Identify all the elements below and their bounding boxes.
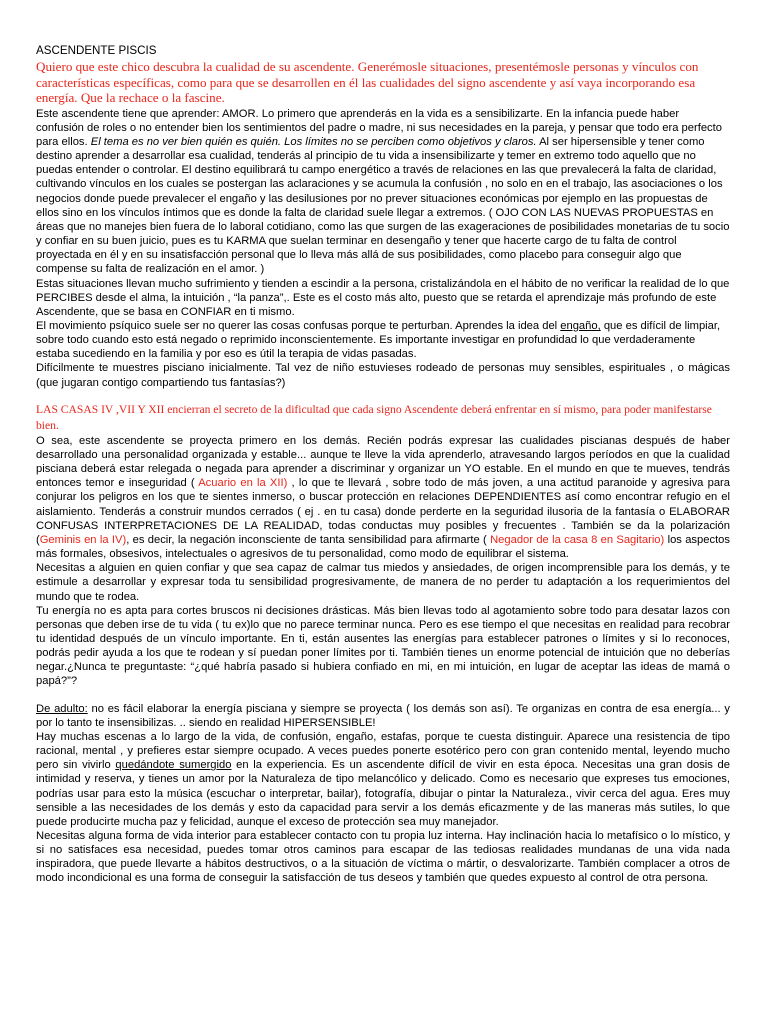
paragraph-movimiento-psiquico: [36, 319, 730, 361]
paragraph-escenas: [36, 730, 730, 829]
underlined-text: engaño,: [560, 320, 601, 332]
paragraph-necesitas-confiar: Necesitas a alguien en quien confiar y que sea capaz de calmar tus miedos y ansiedades, de origen incomprensible para los demás, y te estimule a desarrollar y expresar toda tu sensibilidad progresivamente, de manera de no perder tu adaptación a los requerimientos del mundo que te rodea.: [36, 562, 730, 603]
paragraph-pisciano-inicial: Difícilmente te muestres pisciano inicialmente. Tal vez de niño estuvieses rodeado de personas muy sensibles, espirituales , o mágicas (que jugaran contigo compartiendo tus fantasías?): [36, 362, 730, 389]
italic-text: El tema es no ver bien quién es quién. Los límites no se perciben como objetivos y claros.: [90, 135, 537, 148]
spacer: [36, 689, 730, 702]
de-adulto-label: De adulto:: [36, 702, 88, 715]
paragraph-text: , es decir, la negación inconsciente de tanta sensibilidad para afirmarte (: [126, 533, 491, 546]
negador-casa-8-note: Negador de la casa 8 en Sagitario): [490, 533, 665, 546]
document-page: [36, 44, 730, 886]
casas-heading: LAS CASAS IV ,VII Y XII encierran el secreto de la dificultad que cada signo Ascendente deberá enfrentar en sí mismo, para poder manifestarse bien.: [36, 402, 712, 432]
intro-red-paragraph: Quiero que este chico descubra la cualidad de su ascendente. Generémosle situaciones, presentémosle personas y vínculos con características específicas, como para que se desarrollen en él las cualidades del signo ascendente y así vaya incorporando esa energía. Que la rechace o la fascine.: [36, 59, 699, 106]
paragraph-situaciones: Estas situaciones llevan mucho sufrimiento y tienden a escindir a la persona, cristalizándola en el hábito de no verificar la realidad de lo que PERCIBES desde el alma, la intuición , “la panza”,. Este es el costo más alto, puesto que se retarda el aprendizaje más profundo de este Ascendente, que se basa en CONFIAR en ti mismo.: [36, 277, 730, 318]
paragraph-text: El movimiento psíquico suele ser no querer las cosas confusas porque te perturban. Aprendes la idea del: [36, 320, 561, 332]
paragraph-vida-interior: Necesitas alguna forma de vida interior para establecer contacto con tu propia luz interna. Hay inclinación hacia lo metafísico o lo místico, y si no satisfaces esa necesidad, puedes tomar otros caminos para escapar de las tediosas realidades mundanas de una vida nada inspiradora, que puede llevarte a hábitos destructivos, o a la situación de víctima o mártir, o desvalorizarte. También complacer a otros de modo incondicional es una forma de conseguir la satisfacción de tus deseos y también que quedes expuesto al control de otra persona.: [36, 830, 730, 885]
paragraph-text: los aspectos más formales, obsesivos, intelectuales o agresivos de tu personalidad, como modo de equilibrar el sistema.: [36, 533, 730, 561]
paragraph-text: Al ser hipersensible y tener como destino aprender a desarrollar esa cualidad, tenderás al principio de tu vida a insensibilizarte y temer en extremo todo aquello que no puedas entender o controlar. El destino equilibrará tu campo energético a través de relaciones en las que prevalecerá la falta de claridad, cultivando vínculos en los cuales se postergan las aclaraciones y se acumula la confusión , no solo en en el trabajo, las asociaciones o los negocios donde puede prevalecer el engaño y las desilusiones por no prever situaciones económicas por ejemplo en las propuestas de ellos sino en los vínculos íntimos que es donde la falta de claridad suele llegar a extremos. ( OJO CON LAS NUEVAS PROPUESTAS en áreas que no manejes bien fuera de lo laboral cotidiano, como las que surgen de las exageraciones de posibilidades monetarias de tu socio y confiar en su buen juicio, pues es tu KARMA que suelan terminar en desengaño y tener que hacerte cargo de tu falta de control proyectada en él y en su insatisfacción personal que lo lleva más allá de sus posibilidades, como placebo para conseguir algo que compense su falta de realización en el amor. ): [36, 135, 730, 276]
paragraph-text: , lo que te llevará , sobre todo de más joven, a una actitud paranoide y agresiva para conjurar los peligros en los que te sientes inmerso, o buscar protección en relaciones DEPENDIENTES así como encontrar refugio en el aislamiento. Tenderás a construir mundos cerrados ( ej . en tu casa) donde perderte en la seguridad ilusoria de la fantasía o ELABORAR CONFUSAS INTERPRETACIONES DE LA REALIDAD, todas conductas muy posibles y frecuentes . También se da la polarización (: [36, 477, 730, 546]
paragraph-de-adulto: [36, 702, 730, 730]
paragraph-text: Este ascendente tiene que aprender: AMOR. Lo primero que aprenderás en la vida es a sensibilizarte. En la infancia puede haber confusión de roles o no entender bien los sentimientos del padre o madre, ni sus necesidades en la pareja, y pensar que todo era perfecto para ellos.: [36, 107, 722, 148]
paragraph-se-proyecta: [36, 434, 730, 561]
acuario-xii-note: Acuario en la XII): [198, 477, 288, 490]
paragraph-aprender-amor: [36, 107, 730, 277]
paragraph-text: Hay muchas escenas a lo largo de la vida, de confusión, engaño, estafas, porque te cuesta distinguir. Aparece una resistencia de tipo racional, mental , y prefieres estar siempre ocupado. A veces puedes ponerte esotérico pero con gran contenido mental, leyendo mucho pero sin vivirlo: [36, 730, 730, 772]
paragraph-text: O sea, este ascendente se proyecta primero en los demás. Recién podrás expresar las cualidades piscianas después de haber desarrollado una personalidad organizada y estable... aunque te lleve la vida aprenderlo, atravesando largos períodos en que la cualidad pisciana deberá estar relegada o negada para aprender a discriminar y organizar un YO estable. En el mundo en que te mueves, tendrás entonces temor e inseguridad (: [36, 434, 730, 490]
paragraph-text: que es difícil de limpiar, sobre todo cuando esto está negado o reprimido inconscientemente. Es importante investigar en profundidad lo que verdaderamente estaba sucediendo en la familia y por eso es útil la terapia de vidas pasadas.: [36, 320, 721, 361]
paragraph-text: no es fácil elaborar la energía pisciana y siempre se proyecta ( los demás son así). Te organizas en contra de esa energía... y por lo tanto te insensibilizas. .. siendo en realidad HIPERSENSIBLE!: [36, 702, 730, 729]
underlined-text: quedándote sumergido: [115, 759, 232, 772]
paragraph-energia-cortes: Tu energía no es apta para cortes bruscos ni decisiones drásticas. Más bien llevas todo al agotamiento sobre todo para desatar lazos con personas que deben irse de tu vida ( tu ex)lo que no parece terminar nunca. Pero es ese tiempo el que necesitas en realidad para recobrar tu identidad después de un vínculo importante. En ti, están ausentes las energías para establecer patrones o límites y si lo reconoces, podrás pedir ayuda a los que te rodean y sí puedan poner límites por ti. También tienes un enorme potencial de intuición que no deberías negar.¿Nunca te preguntaste: “¿qué habría pasado si hubiera confiado en mi, en mi intuición, en lugar de aceptar las ideas de mamá o papá?”?: [36, 604, 730, 688]
geminis-iv-note: Geminis en la IV): [39, 533, 127, 546]
paragraph-text: en la experiencia. Es un ascendente difícil de vivir en esta época. Necesitas una gran dosis de intimidad y reserva, y tienes un amor por la Naturaleza de tipo melancólico y delicado. Como es necesario que expreses tus emociones, podrías usar para esto la música (escuchar o interpretar, bailar), fotografía, dibujar o pintar la Naturaleza., vivir cerca del agua. Eres muy sensible a las necesidades de los demás y esto da capacidad para servir a los demás eficazmente y de las maneras más sutiles, lo que puede producirte mucha paz y felicidad, aunque el exceso de protección sea muy manejador.: [36, 759, 730, 828]
page-title: ASCENDENTE PISCIS: [36, 44, 157, 57]
